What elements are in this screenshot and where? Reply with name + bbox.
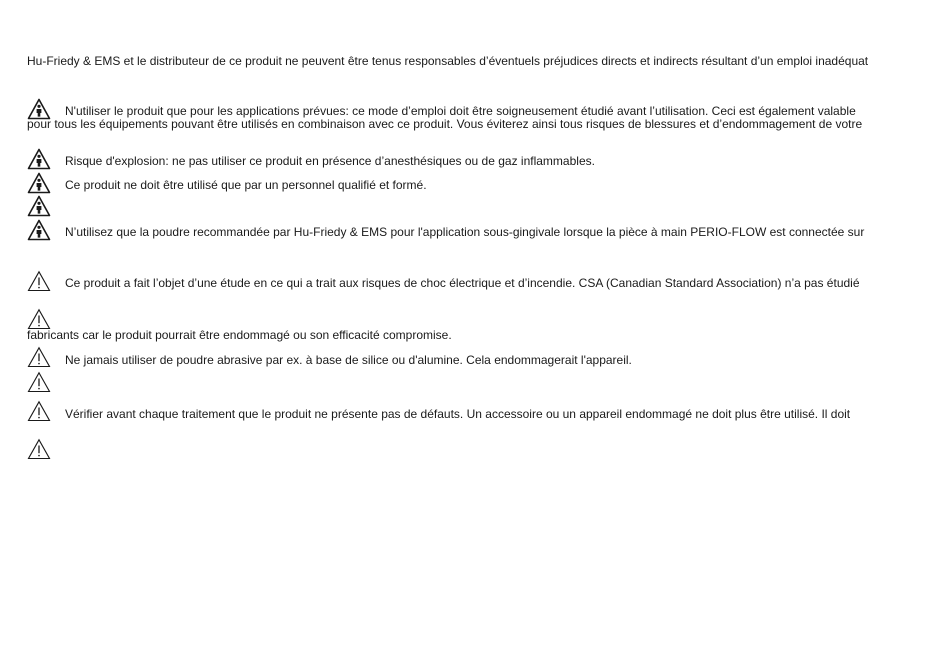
intended-use-text: N'utiliser le produit que pour les applications prévues: ce mode d’emploi doit être soigneusement étudié avant l’utilisation. Ceci est également valable <box>65 104 856 118</box>
manufacturers-caution-text: fabricants car le produit pourrait être endommagé ou son efficacité compromise. <box>27 328 452 342</box>
csa-caution-text: Ce produit a fait l’objet d’une étude en ce qui a trait aux risques de choc électrique et d’incendie. CSA (Canadian Standard Association) n’a pas étudié <box>65 276 860 290</box>
abrasive-powder-caution-text: Ne jamais utiliser de poudre abrasive par ex. à base de silice ou d'alumine. Cela endommagerait l'appareil. <box>65 353 632 367</box>
person-warning-icon <box>27 172 51 194</box>
caution-triangle-icon <box>27 308 51 330</box>
person-warning-icon <box>27 195 51 217</box>
caution-triangle-icon <box>27 270 51 292</box>
verify-product-caution-text: Vérifier avant chaque traitement que le produit ne présente pas de défauts. Un accessoire ou un appareil endommagé ne doit plus être utilisé. Il doit <box>65 407 851 421</box>
person-warning-icon <box>27 148 51 170</box>
caution-triangle-icon <box>27 400 51 422</box>
disclaimer-text: Hu-Friedy & EMS et le distributeur de ce produit ne peuvent être tenus responsables d’éventuels préjudices directs et indirects résultant d’un emploi inadéquat <box>27 54 869 68</box>
intended-use-text-continued: pour tous les équipements pouvant être utilisés en combinaison avec ce produit. Vous éviterez ainsi tous risques de blessures et d’endommagement de votre <box>27 117 863 131</box>
person-warning-icon <box>27 219 51 241</box>
caution-triangle-icon <box>27 371 51 393</box>
qualified-personnel-text: Ce produit ne doit être utilisé que par un personnel qualifié et formé. <box>65 178 427 192</box>
caution-triangle-icon <box>27 438 51 460</box>
powder-warning-text: N’utilisez que la poudre recommandée par Hu-Friedy & EMS pour l'application sous-gingivale lorsque la pièce à main PERIO-FLOW est connectée sur <box>65 225 865 239</box>
explosion-warning-text: Risque d'explosion: ne pas utiliser ce produit en présence d’anesthésiques ou de gaz inflammables. <box>65 154 595 168</box>
caution-triangle-icon <box>27 346 51 368</box>
